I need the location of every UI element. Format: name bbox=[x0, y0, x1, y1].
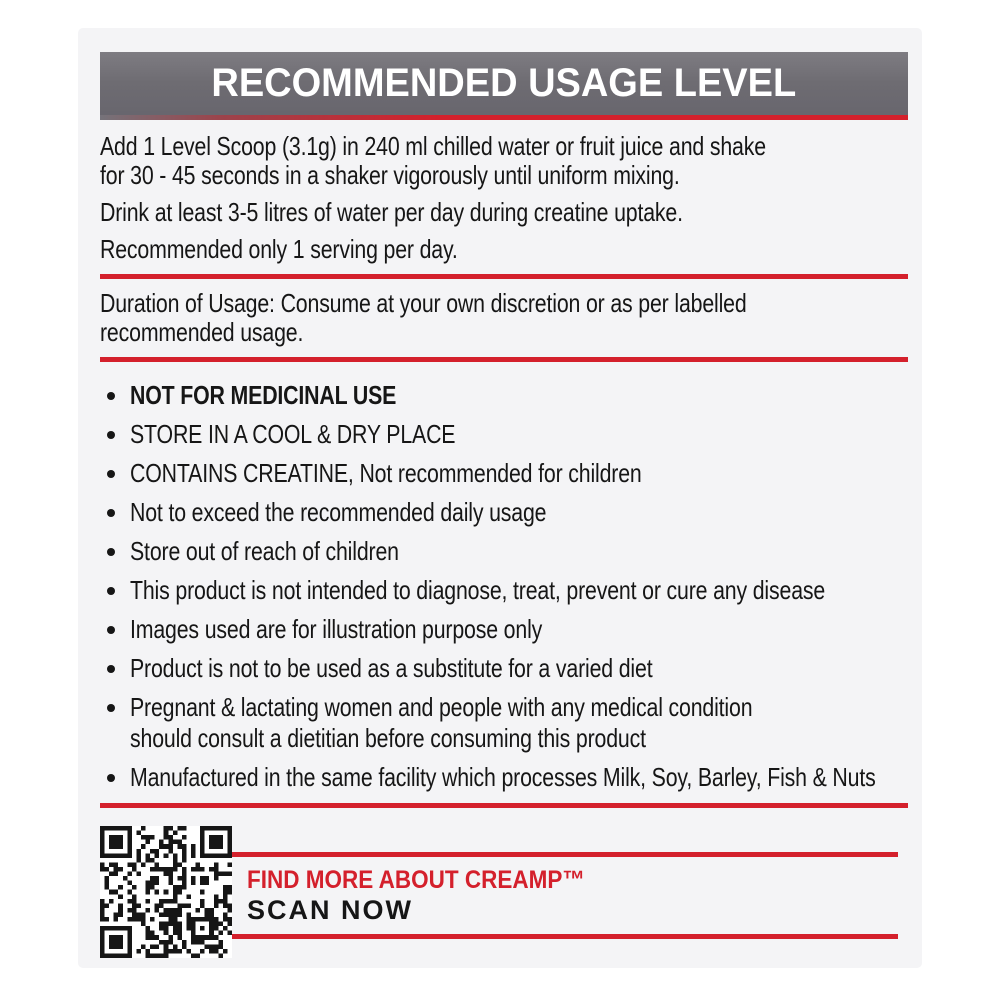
bullet-dot-icon bbox=[107, 626, 115, 634]
warning-item bbox=[100, 532, 908, 571]
footer-cta: SCAN NOW bbox=[247, 895, 413, 925]
warning-item bbox=[100, 610, 908, 649]
red-rule-divider bbox=[100, 357, 908, 362]
bullet-dot-icon bbox=[107, 470, 115, 478]
bullet-dot-icon bbox=[107, 587, 115, 595]
warning-text: NOT FOR MEDICINAL USE bbox=[130, 380, 397, 410]
usage-paragraph: Add 1 Level Scoop (3.1g) in 240 ml chilled water or fruit juice and shake for 30 - 45 seconds in a shaker vigorously until uniform mixing. bbox=[100, 131, 766, 190]
footer-callout bbox=[232, 852, 898, 939]
usage-paragraph: Drink at least 3-5 litres of water per day during creatine uptake. bbox=[100, 197, 683, 227]
footer bbox=[100, 826, 908, 958]
warning-item bbox=[100, 454, 908, 493]
bullet-dot-icon bbox=[107, 509, 115, 517]
qr-code-icon bbox=[100, 826, 232, 958]
bullet-dot-icon bbox=[107, 392, 115, 400]
bullet-dot-icon bbox=[107, 774, 115, 782]
warning-text: Store out of reach of children bbox=[130, 536, 399, 566]
red-rule-divider bbox=[100, 803, 908, 808]
warning-text: Not to exceed the recommended daily usage bbox=[130, 497, 547, 527]
usage-instructions bbox=[100, 132, 908, 264]
warning-item bbox=[100, 415, 908, 454]
warning-text: This product is not intended to diagnose, treat, prevent or cure any disease bbox=[130, 575, 826, 605]
warning-item bbox=[100, 571, 908, 610]
bullet-dot-icon bbox=[107, 548, 115, 556]
warning-item bbox=[100, 376, 908, 415]
warning-item bbox=[100, 688, 908, 758]
warning-text: CONTAINS CREATINE, Not recommended for children bbox=[130, 458, 642, 488]
warning-text: Manufactured in the same facility which processes Milk, Soy, Barley, Fish & Nuts bbox=[130, 762, 876, 792]
section-header-bar bbox=[100, 52, 908, 120]
warning-item bbox=[100, 758, 908, 797]
duration-note: Duration of Usage: Consume at your own discretion or as per labelled recommended usage. bbox=[100, 288, 747, 347]
red-rule-divider bbox=[100, 274, 908, 279]
bullet-dot-icon bbox=[107, 704, 115, 712]
bullet-dot-icon bbox=[107, 431, 115, 439]
warning-item bbox=[100, 493, 908, 532]
footer-headline: FIND MORE ABOUT CREAMP™ bbox=[247, 866, 585, 894]
warning-text: Pregnant & lactating women and people with any medical condition should consult a dietitian before consuming this product bbox=[130, 692, 753, 753]
page-title: RECOMMENDED USAGE LEVEL bbox=[211, 61, 797, 105]
warning-text: Product is not to be used as a substitute for a varied diet bbox=[130, 653, 653, 683]
warning-text: STORE IN A COOL & DRY PLACE bbox=[130, 419, 456, 449]
warning-text: Images used are for illustration purpose only bbox=[130, 614, 543, 644]
bullet-dot-icon bbox=[107, 665, 115, 673]
label-content bbox=[100, 132, 908, 958]
usage-paragraph: Recommended only 1 serving per day. bbox=[100, 234, 458, 264]
usage-label-panel bbox=[78, 28, 922, 968]
warning-list bbox=[100, 376, 908, 797]
warning-item bbox=[100, 649, 908, 688]
